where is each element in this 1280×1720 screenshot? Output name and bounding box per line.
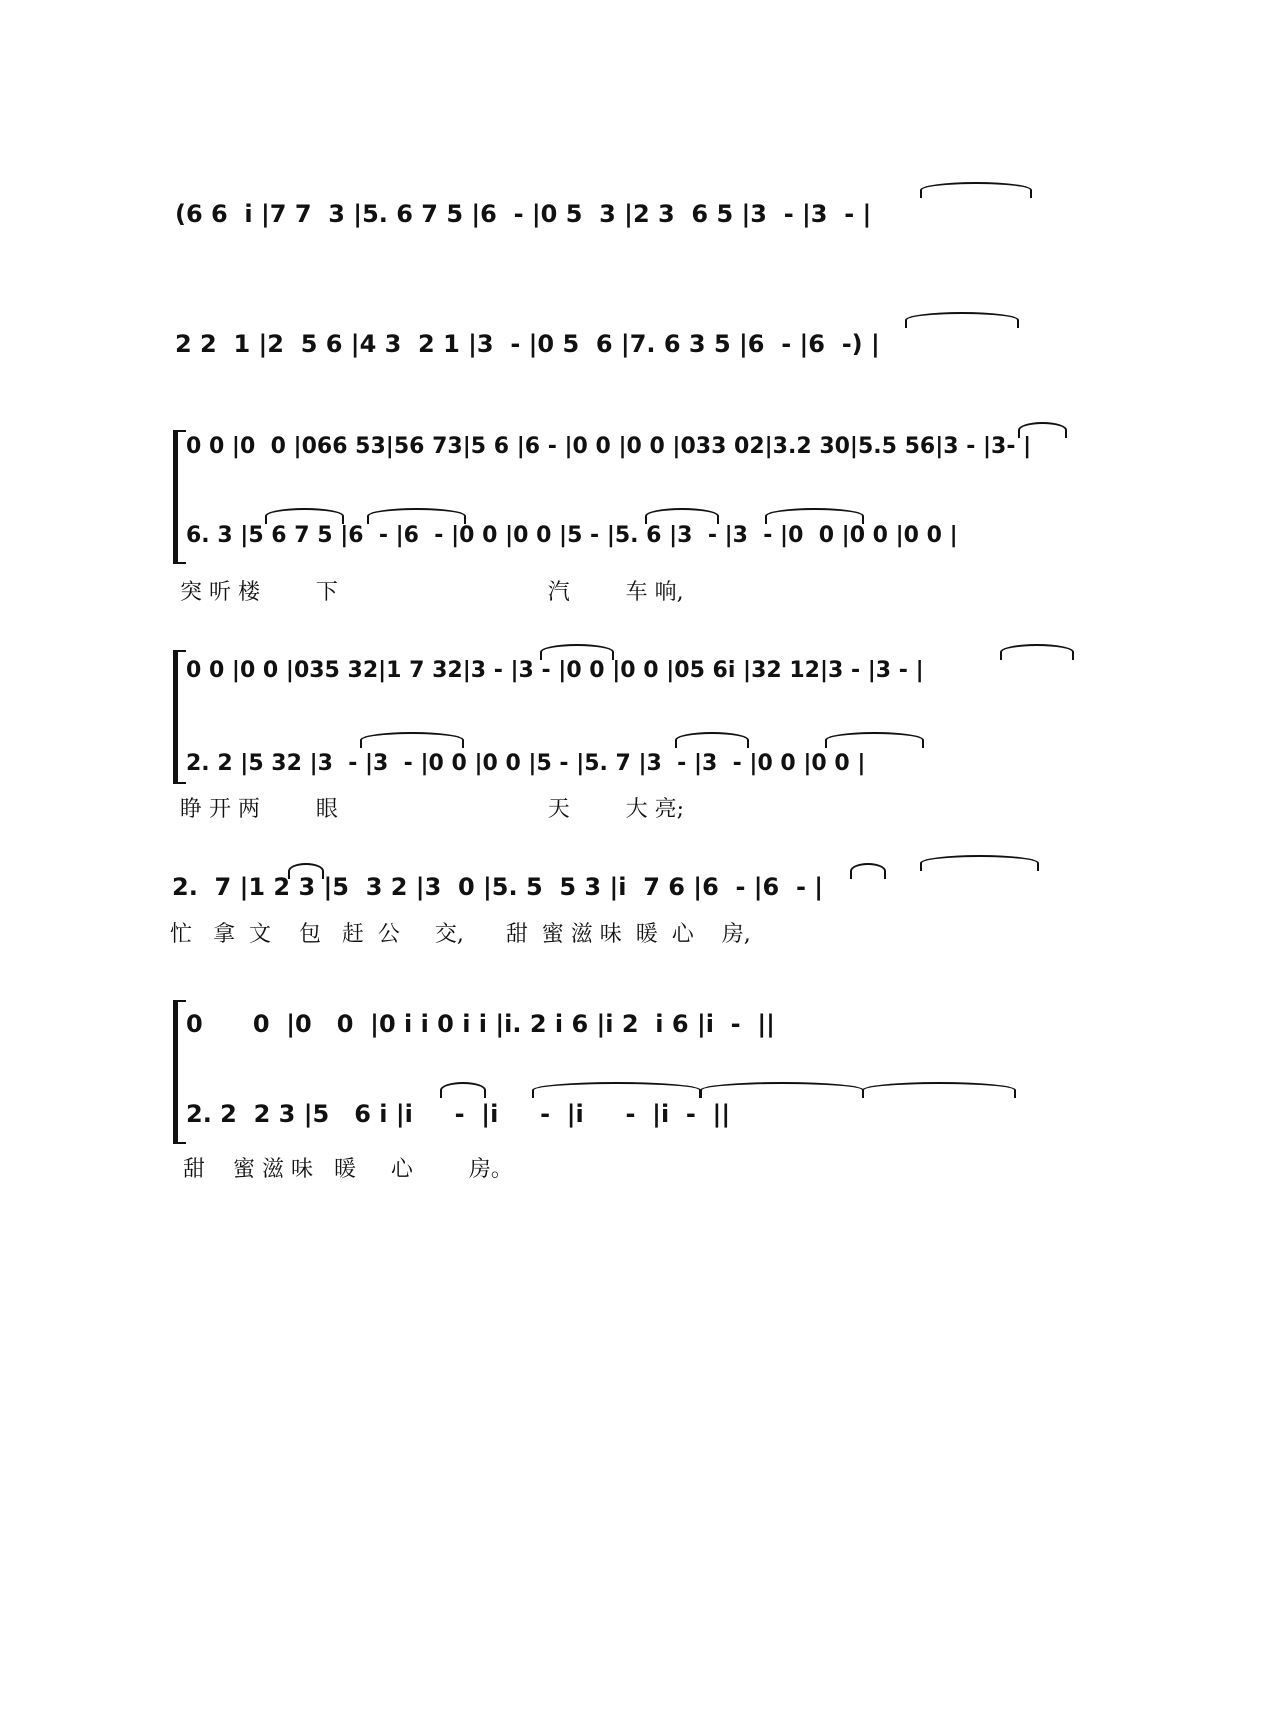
tie-arc	[920, 855, 1039, 871]
tie-arc	[440, 1082, 486, 1098]
notation-row-upper: 0 0 |0 0 |0 i i 0 i i |i. 2 i 6 |i 2 i 6 |i - ||	[186, 1010, 775, 1038]
notation-row-upper: 0 0 |0 0 |035 32|1 7 32|3 - |3 - |0 0 |0 0 |05 6i |32 12|3 - |3 - |	[186, 658, 924, 683]
lyrics: 忙 拿 文 包 赶 公 交, 甜 蜜 滋 味 暖 心 房,	[170, 922, 751, 947]
notation-row-lower: 2. 2 2 3 |5 6 i |i - |i - |i - |i - ||	[186, 1100, 731, 1128]
tie-arc	[1000, 644, 1074, 660]
lyrics: 突 听 楼 下 汽 车 响,	[180, 580, 684, 605]
notation-row: 2 2 1 |2 5 6 |4 3 2 1 |3 - |0 5 6 |7. 6 3 5 |6 - |6 -) |	[175, 330, 880, 358]
system-bracket	[173, 430, 186, 564]
tie-arc	[532, 1082, 701, 1098]
notation-row: 2. 7 |1 2 3 |5 3 2 |3 0 |5. 5 5 3 |i 7 6 |6 - |6 - |	[172, 873, 824, 901]
tie-arc	[700, 1082, 864, 1098]
lyrics: 甜 蜜 滋 味 暖 心 房。	[183, 1157, 513, 1182]
tie-arc	[905, 312, 1019, 328]
tie-arc	[540, 644, 614, 660]
tie-arc	[360, 732, 464, 748]
tie-arc	[862, 1082, 1016, 1098]
lyrics: 睁 开 两 眼 天 大 亮;	[180, 797, 685, 822]
notation-row-lower: 6. 3 |5 6 7 5 |6 - |6 - |0 0 |0 0 |5 - |5. 6 |3 - |3 - |0 0 |0 0 |0 0 |	[186, 523, 958, 548]
tie-arc	[645, 508, 719, 524]
system-bracket	[173, 650, 186, 784]
system-bracket	[173, 1000, 186, 1144]
tie-arc	[367, 508, 466, 524]
tie-arc	[265, 508, 344, 524]
tie-arc	[1018, 422, 1067, 438]
notation-row-lower: 2. 2 |5 32 |3 - |3 - |0 0 |0 0 |5 - |5. 7 |3 - |3 - |0 0 |0 0 |	[186, 751, 866, 776]
tie-arc	[288, 863, 324, 879]
tie-arc	[825, 732, 924, 748]
notation-row-upper: 0 0 |0 0 |066 53|56 73|5 6 |6 - |0 0 |0 0 |033 02|3.2 30|5.5 56|3 - |3- |	[186, 434, 1032, 459]
tie-arc	[675, 732, 749, 748]
notation-row: (6 6 i |7 7 3 |5. 6 7 5 |6 - |0 5 3 |2 3 6 5 |3 - |3 - |	[175, 200, 872, 228]
tie-arc	[850, 863, 886, 879]
tie-arc	[765, 508, 864, 524]
tie-arc	[920, 182, 1032, 198]
